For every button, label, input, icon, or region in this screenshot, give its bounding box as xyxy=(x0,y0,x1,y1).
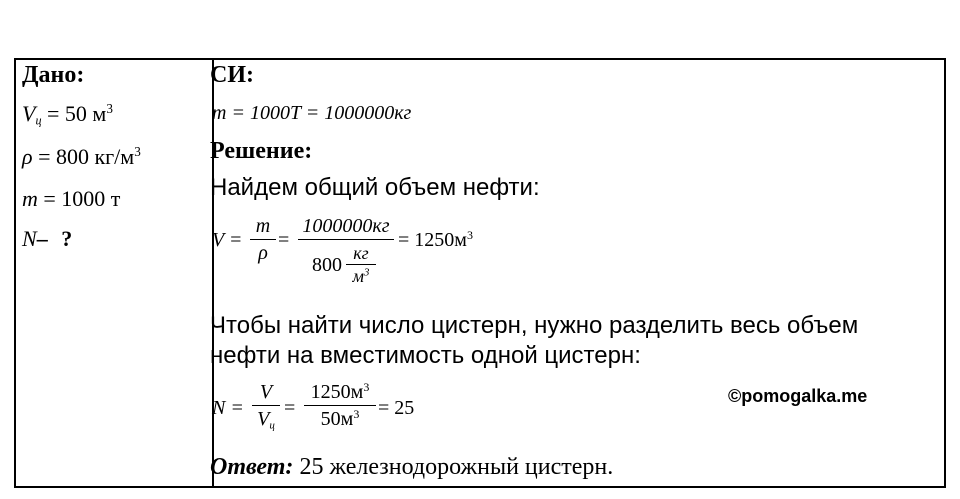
mass-var: m xyxy=(22,186,38,211)
solution-step2-line1: Чтобы найти число цистерн, нужно разделить весь объем xyxy=(210,312,859,339)
density-var: ρ xyxy=(22,144,33,169)
f2-den2: 50м xyxy=(320,408,354,430)
f2-den1-var: V xyxy=(257,408,270,430)
answer-text: 25 железнодорожный цистерн. xyxy=(299,454,614,480)
solution-step1: Найдем общий объем нефти: xyxy=(210,174,540,201)
given-mass xyxy=(22,186,120,212)
si-title: СИ: xyxy=(210,62,254,88)
task-table xyxy=(14,58,946,488)
f1-den2-coef: 800 xyxy=(312,254,342,276)
f1-den2-den: м xyxy=(352,266,365,286)
given-density xyxy=(22,144,141,170)
f1-bar2 xyxy=(298,239,394,240)
f2-num2: 1250м xyxy=(310,381,364,403)
given-volume xyxy=(22,101,113,127)
density-exp: 3 xyxy=(134,144,141,160)
f2-result: = 25 xyxy=(378,397,415,419)
f2-eq1: = xyxy=(284,397,296,419)
unknown-question: ? xyxy=(61,226,73,251)
answer xyxy=(210,454,613,481)
watermark: ©pomogalka.me xyxy=(728,386,868,406)
f2-frac1 xyxy=(252,381,280,432)
volume-exp: 3 xyxy=(106,101,113,117)
solution-title: Решение: xyxy=(210,138,313,164)
f2-num1: V xyxy=(259,381,273,403)
f1-bar1 xyxy=(250,239,276,240)
given-unknown xyxy=(22,226,72,252)
f2-frac2 xyxy=(304,379,376,430)
f1-den2-num: кг xyxy=(353,243,369,263)
f2-den2-exp: 3 xyxy=(353,406,360,421)
f2-lhs: N = xyxy=(212,397,244,419)
mass-value: = 1000 т xyxy=(43,186,121,211)
f1-frac2 xyxy=(298,216,394,244)
f2-den1-sub: ц xyxy=(269,419,275,432)
f1-lhs: V = xyxy=(212,229,243,251)
f1-num1: m xyxy=(255,215,271,237)
f1-num2: 1000000кг xyxy=(302,215,390,237)
f1-den2-exp: 3 xyxy=(364,266,370,279)
unknown-var: N xyxy=(22,226,37,251)
f1-eq1: = xyxy=(278,229,290,251)
f1-den2-frac xyxy=(346,244,376,285)
f1-result-value: = 1250м xyxy=(398,229,467,251)
f2-num2-exp: 3 xyxy=(363,379,370,394)
f1-result-exp: 3 xyxy=(466,227,473,242)
si-formula: m = 1000T = 1000000кг xyxy=(212,102,412,124)
answer-label: Ответ: xyxy=(210,454,294,480)
f1-den2-bar xyxy=(346,264,376,265)
f1-result xyxy=(398,229,473,252)
volume-value: = 50 м xyxy=(47,101,107,126)
f1-den1: ρ xyxy=(258,242,268,264)
solution-step2-line2: нефти на вместимость одной цистерн: xyxy=(210,342,641,369)
volume-var: V xyxy=(22,101,36,126)
unknown-dash: – xyxy=(36,226,48,251)
volume-sub: ц xyxy=(35,113,42,128)
f1-frac1 xyxy=(250,216,276,263)
density-value: = 800 кг/м xyxy=(38,144,135,169)
f2-bar2 xyxy=(304,405,376,406)
given-title: Дано: xyxy=(22,62,85,88)
f2-bar1 xyxy=(252,405,280,406)
